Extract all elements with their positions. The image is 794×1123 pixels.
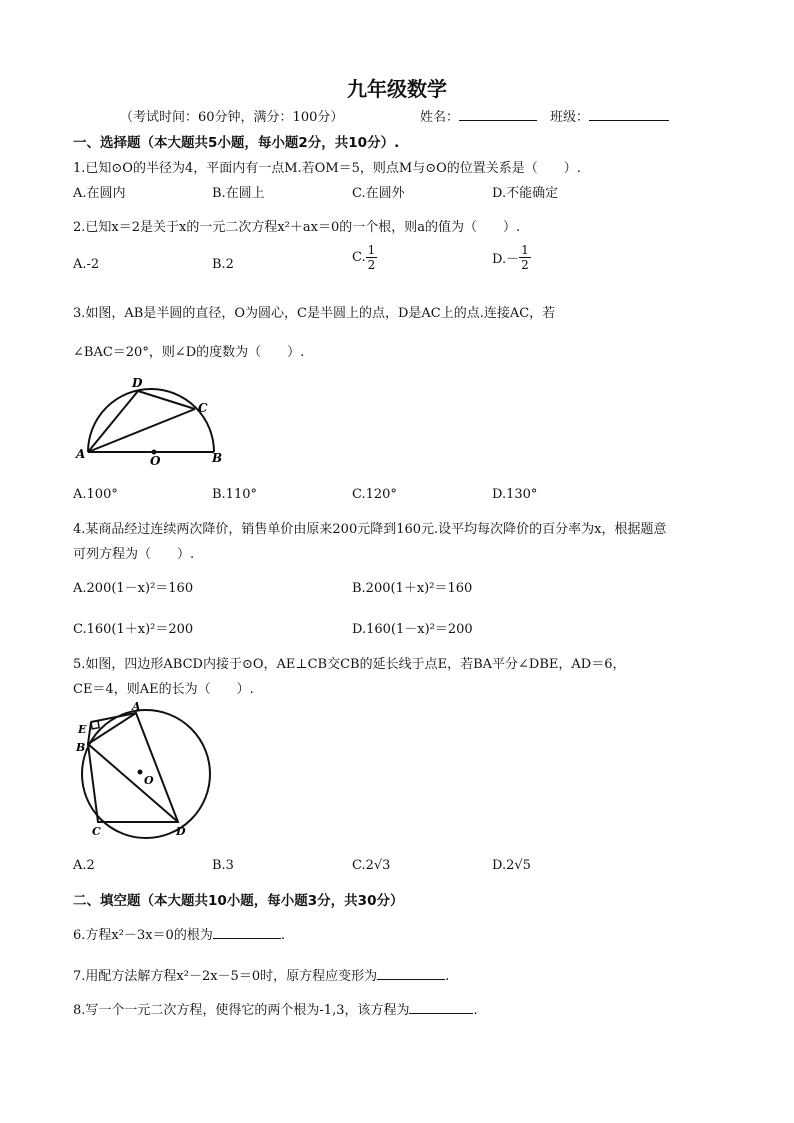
label-e: E bbox=[78, 723, 87, 736]
right-angle-marker bbox=[91, 721, 99, 729]
q3-option-c: C.120° bbox=[352, 487, 397, 502]
label-o: O bbox=[144, 774, 154, 787]
q2-option-a: A.-2 bbox=[73, 257, 100, 272]
q2-option-c-prefix: C. bbox=[352, 250, 366, 265]
class-label: 班级： bbox=[550, 110, 590, 125]
q3-stem-line1: 3.如图，AB是半圆的直径，O为圆心，C是半圆上的点，D是AC上的点.连接AC，若 bbox=[73, 306, 556, 321]
label-o: O bbox=[150, 454, 161, 468]
q2-option-d-prefix: D.－ bbox=[492, 252, 520, 267]
fraction-numerator: 1 bbox=[521, 243, 529, 257]
q6 bbox=[73, 924, 285, 943]
q7-answer-blank[interactable] bbox=[377, 967, 445, 980]
label-a: A bbox=[132, 700, 141, 713]
q6-end: . bbox=[280, 928, 285, 943]
section2-heading: 二、填空题（本大题共10小题，每小题3分，共30分） bbox=[73, 893, 404, 909]
q2-option-d-fraction bbox=[519, 243, 531, 272]
q4-option-b: B.200(1＋x)²＝160 bbox=[352, 581, 473, 596]
section1-heading: 一、选择题（本大题共5小题，每小题2分，共10分）. bbox=[73, 135, 400, 151]
q2-option-c bbox=[352, 243, 377, 272]
page-title: 九年级数学 bbox=[347, 77, 447, 101]
q3-stem-line2: ∠BAC＝20°，则∠D的度数为（ ）. bbox=[73, 345, 305, 360]
label-c: C bbox=[198, 401, 208, 415]
name-blank bbox=[459, 108, 537, 121]
label-c: C bbox=[92, 825, 101, 838]
q1-option-a: A.在圆内 bbox=[73, 186, 126, 201]
q8-text: 8.写一个一元二次方程，使得它的两个根为-1,3，该方程为 bbox=[73, 1003, 410, 1018]
q5-option-a: A.2 bbox=[73, 858, 95, 873]
label-d: D bbox=[176, 825, 186, 838]
q4-option-c: C.160(1＋x)²＝200 bbox=[73, 622, 194, 637]
q4-option-d: D.160(1－x)²＝200 bbox=[352, 622, 473, 637]
label-a: A bbox=[76, 447, 86, 461]
q1-option-b: B.在圆上 bbox=[212, 186, 265, 201]
q3-option-b: B.110° bbox=[212, 487, 257, 502]
q1-stem: 1.已知⊙O的半径为4，平面内有一点M.若OM＝5，则点M与⊙O的位置关系是（ ）. bbox=[73, 161, 581, 176]
name-label: 姓名： bbox=[420, 110, 460, 125]
q1-option-d: D.不能确定 bbox=[492, 186, 559, 201]
fraction-denominator: 2 bbox=[521, 258, 529, 272]
q1-option-c: C.在圆外 bbox=[352, 186, 405, 201]
q3-semicircle-figure bbox=[72, 372, 232, 468]
q8-answer-blank[interactable] bbox=[409, 1001, 473, 1014]
diagonal-bd bbox=[88, 744, 178, 822]
fraction-numerator: 1 bbox=[367, 243, 376, 257]
q3-option-a: A.100° bbox=[73, 487, 118, 502]
q5-option-c: C.2√3 bbox=[352, 858, 391, 873]
class-field bbox=[550, 106, 669, 125]
q4-option-a: A.200(1－x)²＝160 bbox=[73, 581, 194, 596]
q4-stem-line2: 可列方程为（ ）. bbox=[73, 547, 195, 562]
q7-end: . bbox=[445, 969, 450, 984]
segment-ac bbox=[88, 409, 195, 452]
q5-option-b: B.3 bbox=[212, 858, 234, 873]
semicircle-arc bbox=[88, 389, 214, 452]
q5-circle-figure bbox=[72, 698, 220, 840]
q5-stem-line1: 5.如图，四边形ABCD内接于⊙O，AE⊥CB交CB的延长线于点E，若BA平分∠DBE，AD＝6， bbox=[73, 657, 626, 672]
q5-stem-line2: CE＝4，则AE的长为（ ）. bbox=[73, 682, 254, 697]
class-blank bbox=[589, 108, 669, 121]
q6-text: 6.方程x²－3x＝0的根为 bbox=[73, 928, 213, 943]
q7-text: 7.用配方法解方程x²－2x－5＝0时，原方程应变形为 bbox=[73, 969, 378, 984]
label-d: D bbox=[132, 376, 143, 390]
q8 bbox=[73, 999, 478, 1018]
q8-end: . bbox=[473, 1003, 478, 1018]
q4-stem-line1: 4.某商品经过连续两次降价，销售单价由原来200元降到160元.设平均每次降价的百分率为x，根据题意 bbox=[73, 522, 667, 537]
q2-stem: 2.已知x＝2是关于x的一元二次方程x²＋ax＝0的一个根，则a的值为（ ）. bbox=[73, 220, 521, 235]
exam-info: （考试时间：60分钟，满分：100分） bbox=[120, 110, 344, 125]
q3-option-d: D.130° bbox=[492, 487, 538, 502]
label-b: B bbox=[76, 741, 86, 754]
center-point-o bbox=[138, 770, 143, 775]
q2-option-d bbox=[492, 243, 531, 272]
name-field bbox=[420, 106, 537, 125]
q6-answer-blank[interactable] bbox=[213, 926, 281, 939]
fraction-denominator: 2 bbox=[367, 258, 376, 272]
q7 bbox=[73, 965, 449, 984]
q2-option-b: B.2 bbox=[212, 257, 234, 272]
label-b: B bbox=[212, 451, 223, 465]
q2-option-c-fraction bbox=[366, 243, 378, 272]
q5-option-d: D.2√5 bbox=[492, 858, 531, 873]
